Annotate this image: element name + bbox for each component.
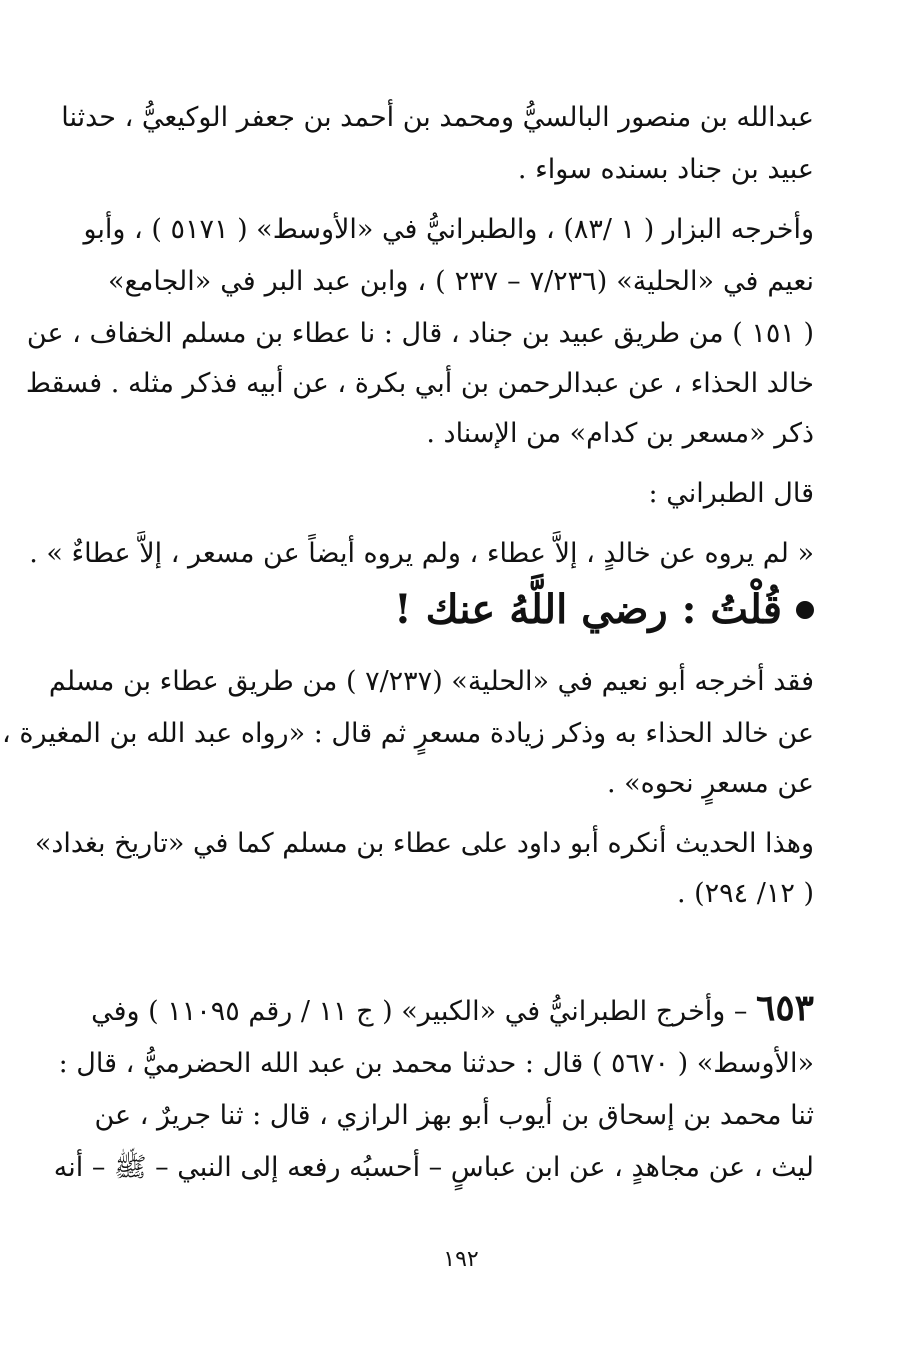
text-line: عبدالله بن منصور البالسيُّ ومحمد بن أحمد بن جعفر الوكيعيُّ ، حدثنا: [61, 102, 814, 133]
text-line: خالد الحذاء ، عن عبدالرحمن بن أبي بكرة ، عن أبيه فذكر مثله . فسقط: [25, 368, 814, 399]
heading-text: قُلْتُ : رضي اللَّهُ عنك !: [394, 586, 782, 633]
text-line: فقد أخرجه أبو نعيم في «الحلية» (٧/٢٣٧ ) من طريق عطاء بن مسلم: [48, 666, 814, 697]
text-line: عن مسعرٍ نحوه» .: [606, 768, 814, 799]
section-heading: [108, 586, 814, 633]
page-number: ١٩٢: [443, 1247, 479, 1272]
text-line: «الأوسط» ( ٥٦٧٠ ) قال : حدثنا محمد بن عبد الله الحضرميُّ ، قال :: [58, 1048, 814, 1079]
text-line: ( ١٢/ ٢٩٤) .: [676, 878, 814, 909]
text-line: ( ١٥١ ) من طريق عبيد بن جناد ، قال : نا عطاء بن مسلم الخفاف ، عن: [26, 318, 814, 349]
text-line: ذكر «مسعر بن كدام» من الإسناد .: [426, 418, 814, 449]
quote-line: « لم يروه عن خالدٍ ، إلاَّ عطاء ، ولم يروه أيضاً عن مسعر ، إلاَّ عطاءٌ » .: [29, 538, 814, 569]
text-line: ثنا محمد بن إسحاق بن أيوب أبو بهز الرازي ، قال : ثنا جريرٌ ، عن: [94, 1100, 814, 1131]
bullet-icon: [796, 601, 814, 619]
entry-text: – وأخرج الطبرانيُّ في «الكبير» ( ج ١١ / رقم ١١٠٩٥ ) وفي: [91, 996, 748, 1027]
entry-first-line: [91, 987, 814, 1029]
text-line: وأخرجه البزار ( ١ /٨٣) ، والطبرانيُّ في «الأوسط» ( ٥١٧١ ) ، وأبو: [83, 214, 814, 245]
text-line: عبيد بن جناد بسنده سواء .: [517, 154, 814, 185]
entry-number: ٦٥٣: [755, 987, 814, 1029]
text-line: عن خالد الحذاء به وذكر زيادة مسعرٍ ثم قال : «رواه عبد الله بن المغيرة ،: [2, 718, 814, 749]
text-line: قال الطبراني :: [648, 478, 814, 509]
text-line: نعيم في «الحلية» (٧/٢٣٦ – ٢٣٧ ) ، وابن عبد البر في «الجامع»: [108, 266, 814, 297]
text-line: وهذا الحديث أنكره أبو داود على عطاء بن مسلم كما في «تاريخ بغداد»: [34, 828, 814, 859]
text-line: ليث ، عن مجاهدٍ ، عن ابن عباسٍ – أحسبُه رفعه إلى النبي – ﷺ – أنه: [53, 1152, 814, 1183]
